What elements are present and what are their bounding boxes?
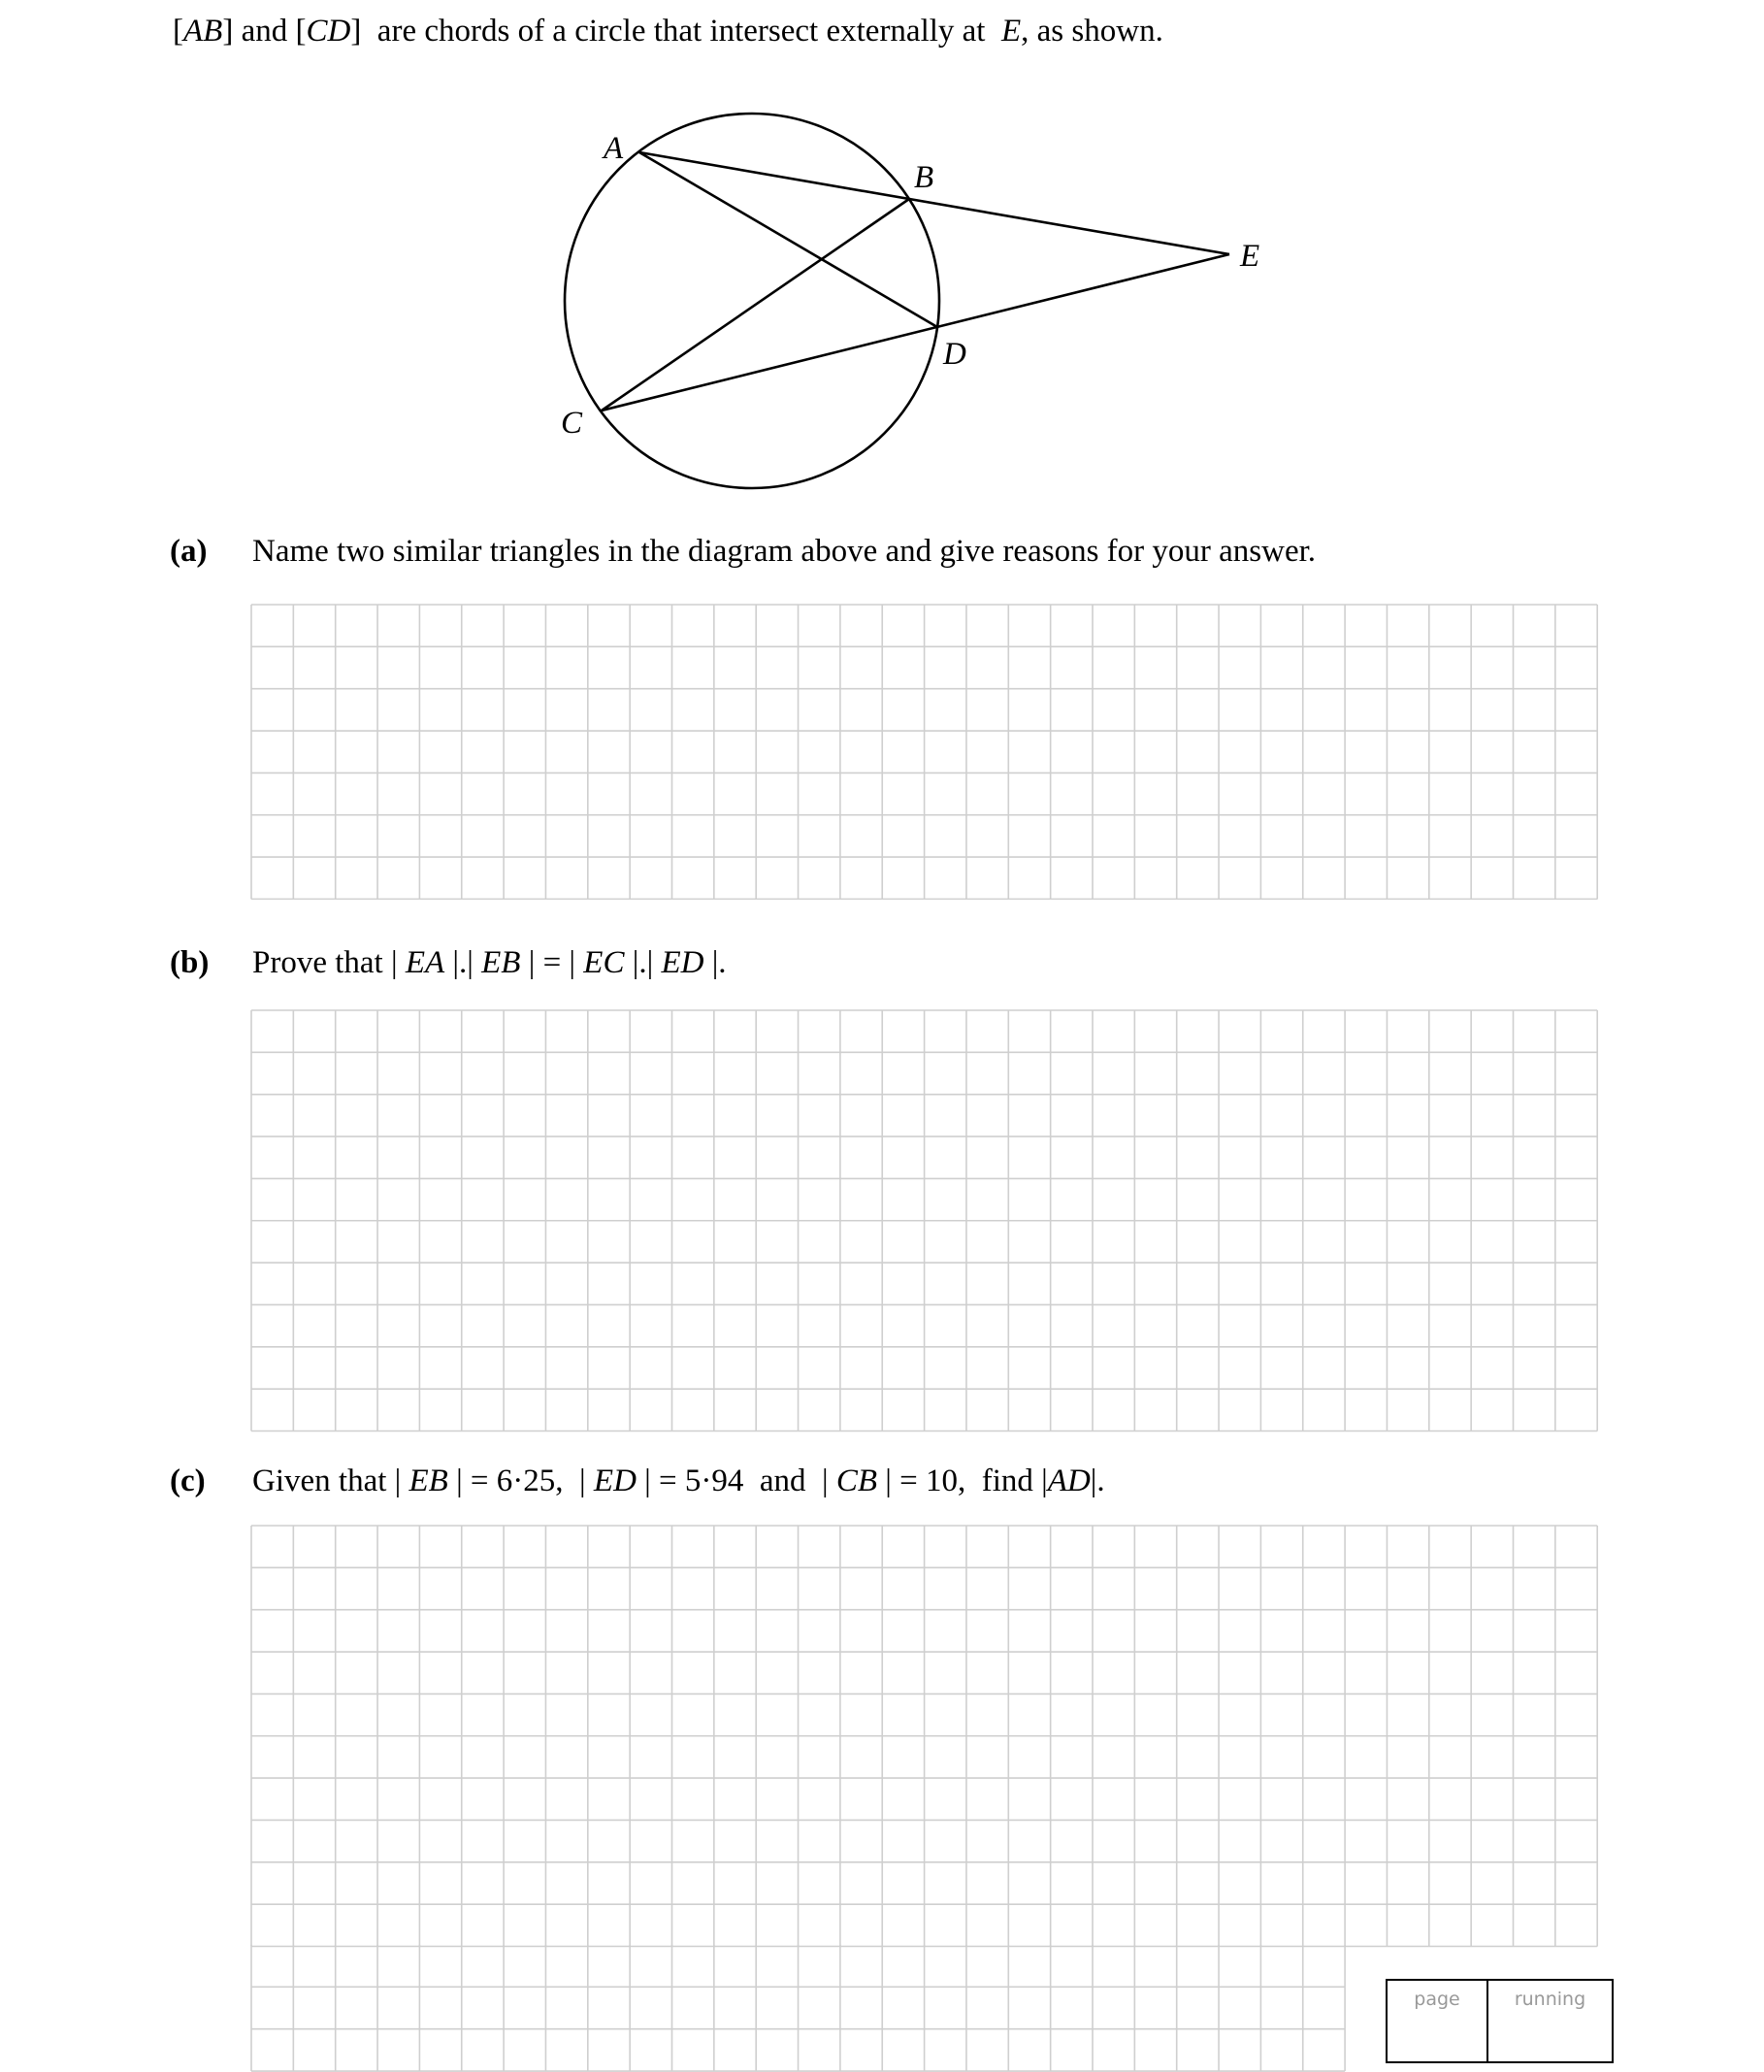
running-score-label: running xyxy=(1514,1989,1586,2010)
intro-part-chord-ab: AB xyxy=(183,14,223,49)
prompt-part: | = 5·94 and | xyxy=(636,1464,836,1498)
intro-part: ] and [ xyxy=(222,14,307,49)
point-label-d: D xyxy=(943,337,966,372)
question-c-prompt xyxy=(252,1465,1105,1497)
prompt-part: Name two similar triangles in the diagram above and give reasons for your answer. xyxy=(252,534,1317,569)
circle xyxy=(565,114,939,488)
question-a-prompt xyxy=(252,536,1316,568)
point-label-e: E xyxy=(1240,239,1260,274)
prompt-part: | = | xyxy=(520,945,584,980)
prompt-part-ad: AD xyxy=(1047,1464,1091,1498)
page-score-cell xyxy=(1388,1981,1488,2061)
point-label-b: B xyxy=(914,160,934,195)
point-label-c: C xyxy=(561,406,583,441)
point-label-a: A xyxy=(604,131,624,166)
question-b-label: (b) xyxy=(170,945,210,980)
page-score-label: page xyxy=(1414,1989,1460,2010)
prompt-part-cb: CB xyxy=(835,1464,878,1498)
prompt-part-ed: ED xyxy=(661,945,704,980)
answer-grid-c-continuation[interactable] xyxy=(250,1944,1346,2072)
running-score-cell xyxy=(1488,1981,1612,2061)
prompt-part: |.| xyxy=(624,945,662,980)
score-tally-box xyxy=(1386,1979,1614,2063)
prompt-part-ed: ED xyxy=(593,1464,637,1498)
segment-ce xyxy=(602,254,1229,411)
circle-chords-diagram xyxy=(0,0,1764,543)
question-a-label: (a) xyxy=(170,534,208,569)
segment-cb xyxy=(602,199,909,411)
intro-part: [ xyxy=(173,14,183,49)
prompt-part-ea: EA xyxy=(405,945,445,980)
prompt-part: | = 10, find | xyxy=(877,1464,1048,1498)
prompt-part-eb: EB xyxy=(481,945,521,980)
prompt-part-eb: EB xyxy=(408,1464,448,1498)
prompt-part: |.| xyxy=(444,945,482,980)
question-c-label: (c) xyxy=(170,1464,206,1498)
prompt-part-ec: EC xyxy=(583,945,625,980)
intro-part: , as shown. xyxy=(1021,14,1163,49)
answer-grid-b[interactable] xyxy=(250,1009,1598,1432)
prompt-part: Prove that | xyxy=(252,945,406,980)
answer-grid-c[interactable] xyxy=(250,1525,1598,1948)
intro-part-point-e: E xyxy=(1000,14,1022,49)
intro-part-chord-cd: CD xyxy=(306,14,351,49)
question-b-prompt xyxy=(252,947,727,979)
prompt-part: |. xyxy=(703,945,727,980)
answer-grid-a[interactable] xyxy=(250,604,1598,900)
prompt-part: Given that | xyxy=(252,1464,409,1498)
intro-part: ] are chords of a circle that intersect externally at xyxy=(350,14,1001,49)
prompt-part: |. xyxy=(1090,1464,1105,1498)
prompt-part: | = 6·25, | xyxy=(447,1464,594,1498)
